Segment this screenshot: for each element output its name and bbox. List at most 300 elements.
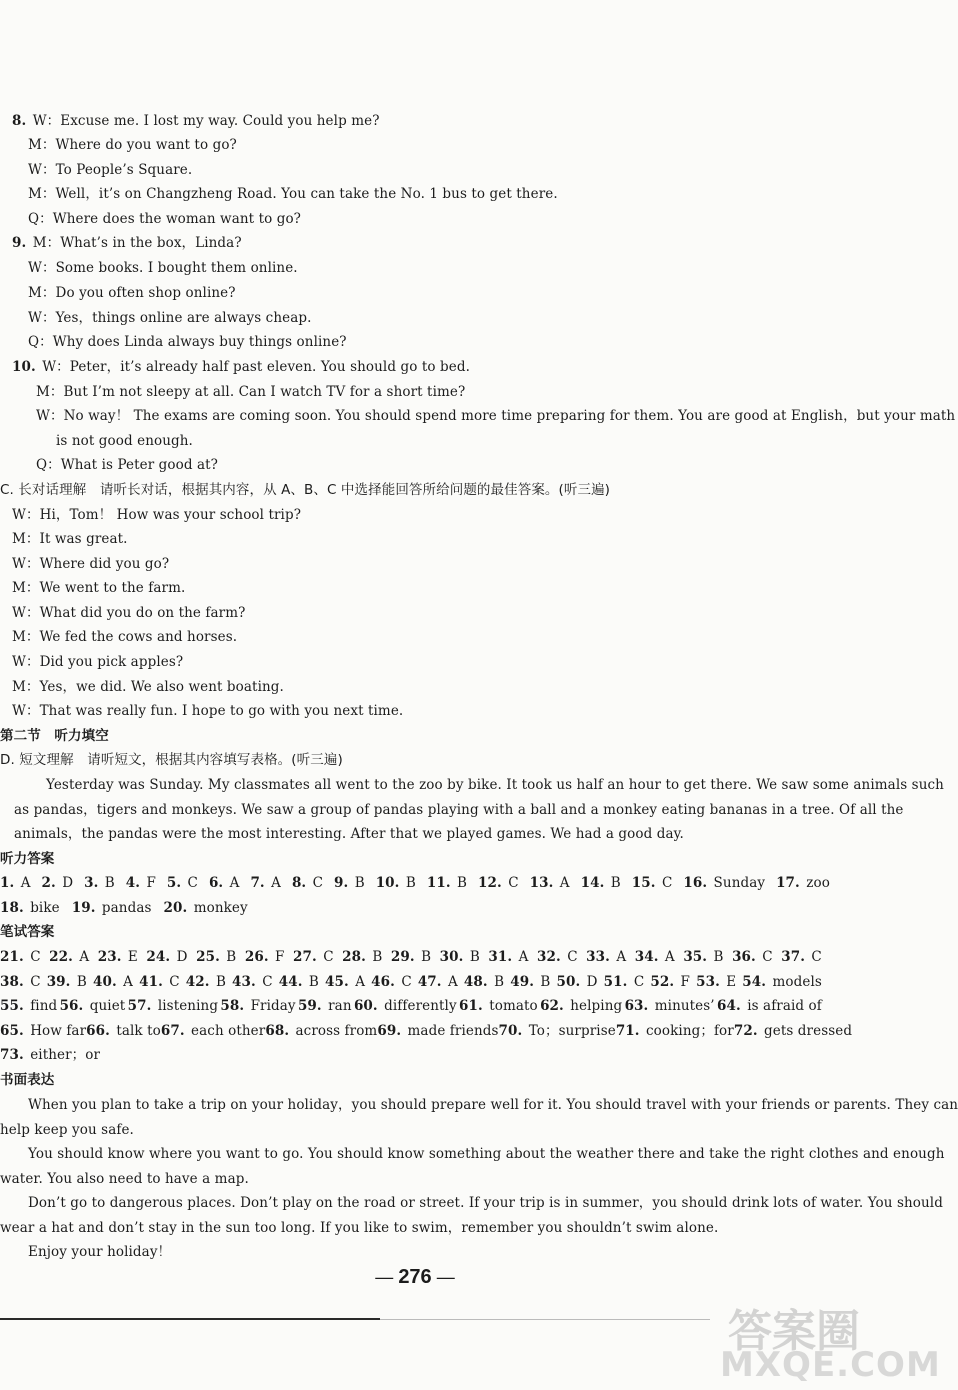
answer-item [86, 1021, 161, 1041]
dialogue-text: M：Do you often shop online? [28, 285, 236, 301]
answer-value: A [514, 949, 529, 965]
answer-number: 65. [0, 1023, 24, 1039]
dialogue-line [28, 209, 301, 229]
answer-value: zoo [801, 875, 830, 891]
essay-text: You should know where you want to go. You should know something about the weather there and take the right clothes and enough [28, 1146, 945, 1162]
answer-item [232, 972, 273, 992]
answer-item [245, 947, 285, 967]
answer-value: How far [25, 1023, 87, 1039]
answer-item [93, 972, 133, 992]
bottom-rule [0, 1318, 380, 1320]
long-dialogue-line [12, 677, 284, 697]
answer-number: 2. [41, 875, 56, 891]
answer-item [683, 947, 723, 967]
section-d-text: D. 短文理解 请听短文，根据其内容填写表格。(听三遍) [0, 752, 343, 768]
answer-value: B [304, 974, 319, 990]
answer-value: C [757, 949, 773, 965]
answer-value: quiet [85, 998, 126, 1014]
answer-number: 57. [127, 998, 152, 1014]
answer-item [499, 1021, 616, 1041]
answer-value: C [629, 974, 645, 990]
written-answers-title [0, 922, 54, 942]
answer-number: 53. [696, 974, 720, 990]
passage-text: as pandas，tigers and monkeys. We saw a group of pandas playing with a ball and a monkey eating bananas in a tree. Of all the [14, 802, 904, 818]
answer-value: D [172, 949, 188, 965]
bottom-rule-faint [380, 1319, 710, 1320]
answer-item [164, 900, 248, 916]
answer-item [478, 873, 519, 893]
answer-item [556, 972, 597, 992]
answer-item [464, 972, 504, 992]
answer-item [616, 1021, 734, 1041]
answer-number: 66. [86, 1023, 110, 1039]
site-watermark [720, 1295, 941, 1390]
long-dialogue-line [12, 701, 403, 721]
dialogue-line [28, 160, 192, 180]
answer-number: 29. [390, 949, 415, 965]
answer-value: B [401, 875, 416, 891]
answer-number: 37. [781, 949, 806, 965]
answer-item [635, 947, 675, 967]
long-dialogue-text: W：Where did you go? [12, 556, 170, 572]
answer-item [42, 873, 74, 893]
answer-number: 20. [163, 900, 188, 916]
answer-number: 16. [683, 875, 708, 891]
long-dialogue-line [12, 652, 183, 672]
answer-number: 21. [0, 949, 24, 965]
answer-item [72, 900, 152, 916]
section-c-text: C. 长对话理解 请听长对话，根据其内容，从 A、B、C 中选择能回答所给问题的最佳答案。(听三遍) [0, 482, 611, 498]
answer-item [0, 1021, 86, 1041]
dialogue-line [36, 382, 465, 402]
answer-value: find [25, 998, 58, 1014]
answer-number: 48. [463, 974, 488, 990]
answer-item [604, 972, 645, 992]
answer-number: 22. [49, 949, 73, 965]
answer-item [49, 947, 89, 967]
answer-value: talk to [111, 1023, 161, 1039]
answer-item [0, 1047, 100, 1063]
answer-number: 63. [624, 998, 649, 1014]
answer-number: 61. [459, 998, 483, 1014]
page-number: — 276 — [375, 1266, 455, 1288]
essay-text: When you plan to take a trip on your holiday，you should prepare well for it. You should travel with your friends or parents. They can [28, 1097, 958, 1113]
answer-value: E [721, 974, 737, 990]
answer-value: C [657, 875, 673, 891]
answer-number: 68. [265, 1023, 290, 1039]
answer-number: 10. [375, 875, 400, 891]
answer-value: B [536, 974, 551, 990]
answer-item [427, 873, 467, 893]
answer-item [391, 947, 431, 967]
answer-number: 36. [732, 949, 756, 965]
answer-item [220, 996, 295, 1016]
answer-value: A [16, 875, 31, 891]
dialogue-line [36, 406, 955, 426]
answer-item [376, 873, 416, 893]
answer-item [581, 873, 621, 893]
answer-value: helping [565, 998, 623, 1014]
long-dialogue-text: W：What did you do on the farm? [12, 605, 246, 621]
passage-text: animals，the pandas were the most interesting. After that we played games. We had a good day. [14, 826, 684, 842]
answer-value: B [350, 875, 365, 891]
answer-number: 28. [342, 949, 366, 965]
answer-number: 33. [586, 949, 610, 965]
long-dialogue-line [12, 505, 301, 525]
written-title-text: 笔试答案 [0, 924, 55, 940]
long-dialogue-text: M：Yes，we did. We also went boating. [12, 679, 284, 695]
answer-value: B [606, 875, 621, 891]
answer-number: 32. [537, 949, 561, 965]
essay-text: help keep you safe. [0, 1122, 134, 1138]
answer-value: D [582, 974, 598, 990]
listening-answer-row [0, 873, 830, 893]
dialogue-text: M：Where do you want to go? [28, 137, 237, 153]
answer-item [354, 996, 457, 1016]
answer-value: B [452, 875, 468, 891]
answer-item [530, 873, 570, 893]
answer-number: 19. [71, 900, 96, 916]
answer-value: differently [379, 998, 457, 1014]
answer-item [167, 873, 198, 893]
answer-item [60, 996, 126, 1016]
dialogue-text: W：To People’s Square. [28, 162, 193, 178]
answer-item [632, 873, 673, 893]
dialogue-line [28, 184, 558, 204]
passage-line [14, 800, 904, 820]
answer-value: C [503, 875, 519, 891]
answer-number: 11. [426, 875, 451, 891]
answer-number: 58. [220, 998, 245, 1014]
answer-number: 64. [717, 998, 741, 1014]
answer-value: across from [291, 1023, 378, 1039]
section-2-title [0, 726, 109, 746]
answer-number: 18. [0, 900, 24, 916]
answer-value: A [611, 949, 627, 965]
answer-value: listening [153, 998, 219, 1014]
answer-value: E [123, 949, 138, 965]
answer-value: B [709, 949, 724, 965]
passage-line [14, 824, 684, 844]
answer-number: 70. [498, 1023, 523, 1039]
written-answer-row [0, 972, 822, 992]
dialogue-line [56, 431, 193, 451]
answer-number: 35. [683, 949, 708, 965]
dialogue-line [36, 455, 218, 475]
answer-item [371, 972, 412, 992]
answer-number: 51. [603, 974, 628, 990]
answer-item [293, 947, 334, 967]
answer-number: 3. [84, 875, 99, 891]
answer-number: 59. [297, 998, 322, 1014]
dialogue-line [12, 357, 470, 377]
question-number: 9. [12, 235, 27, 251]
answer-value: B [72, 974, 87, 990]
long-dialogue-line [12, 603, 245, 623]
answer-number: 47. [417, 974, 442, 990]
answer-number: 4. [125, 875, 141, 891]
answer-value: C [562, 949, 578, 965]
answer-item [540, 996, 622, 1016]
answer-value: F [270, 949, 285, 965]
answer-item [377, 1021, 498, 1041]
answer-value: A [266, 875, 281, 891]
answer-number: 38. [0, 974, 24, 990]
answer-value: minutes’ [650, 998, 715, 1014]
answer-number: 71. [615, 1023, 640, 1039]
essay-line [28, 1242, 171, 1262]
answer-number: 49. [510, 974, 534, 990]
watermark-logo-text: 答案圈 [728, 1306, 860, 1357]
answer-value: F [142, 875, 156, 891]
answer-item [292, 873, 323, 893]
answer-item [250, 873, 281, 893]
answer-number: 73. [0, 1047, 24, 1063]
answer-item [0, 972, 41, 992]
answer-value: D [57, 875, 74, 891]
answer-item [0, 873, 31, 893]
section-2-title-text: 第二节 听力填空 [0, 728, 109, 744]
long-dialogue-text: W：That was really fun. I hope to go with you next time. [12, 703, 404, 719]
answer-item [683, 873, 765, 893]
answer-number: 27. [293, 949, 317, 965]
answer-item [84, 873, 115, 893]
answer-number: 43. [232, 974, 256, 990]
answer-number: 45. [325, 974, 349, 990]
question-number: 8. [12, 113, 27, 129]
answer-number: 24. [146, 949, 171, 965]
writing-title-text: 书面表达 [0, 1072, 55, 1088]
answer-number: 46. [371, 974, 395, 990]
answer-value: B [100, 875, 115, 891]
dialogue-text: W：Excuse me. I lost my way. Could you help me? [28, 113, 380, 129]
long-dialogue-line [12, 529, 128, 549]
written-answer-row [0, 947, 822, 967]
long-dialogue-line [12, 554, 169, 574]
essay-line [28, 1144, 945, 1164]
answer-item [696, 972, 736, 992]
passage-text: Yesterday was Sunday. My classmates all went to the zoo by bike. It took us half an hour to get there. We saw some animals such [46, 777, 944, 793]
long-dialogue-text: W：Did you pick apples? [12, 654, 184, 670]
answer-value: A [555, 875, 570, 891]
answer-item [325, 972, 365, 992]
answer-value: C [25, 974, 41, 990]
answer-value: Friday [246, 998, 296, 1014]
dialogue-text: M：But I’m not sleepy at all. Can I watch TV for a short time? [36, 384, 466, 400]
essay-line [28, 1193, 943, 1213]
dialogue-text: Q：Where does the woman want to go? [28, 211, 302, 227]
answer-value: C [318, 949, 334, 965]
essay-text: Don’t go to dangerous places. Don’t play on the road or street. If your trip is in summer，you should drink lots of water. You should [28, 1195, 943, 1211]
answer-number: 12. [478, 875, 502, 891]
dialogue-line [28, 283, 236, 303]
answer-item [209, 873, 240, 893]
answer-number: 8. [291, 875, 307, 891]
answer-number: 9. [334, 875, 349, 891]
answer-item [128, 996, 218, 1016]
watermark-url: MXQE.COM [720, 1345, 941, 1385]
answer-value: C [257, 974, 273, 990]
answer-value: C [308, 875, 324, 891]
answer-item [0, 947, 41, 967]
listening-answers-title [0, 849, 54, 869]
answer-value: gets dressed [759, 1023, 853, 1039]
dialogue-line [28, 258, 298, 278]
dialogue-text: M：Well，it’s on Changzheng Road. You can take the No. 1 bus to get there. [28, 186, 558, 202]
answer-number: 25. [196, 949, 220, 965]
answer-number: 30. [439, 949, 464, 965]
answer-item [625, 996, 715, 1016]
dialogue-text: Q：What is Peter good at? [36, 457, 219, 473]
answer-value: A [660, 949, 675, 965]
answer-number: 50. [556, 974, 581, 990]
answer-item [342, 947, 382, 967]
answer-item [537, 947, 578, 967]
answer-value: B [367, 949, 383, 965]
answer-number: 13. [529, 875, 554, 891]
answer-item [265, 1021, 377, 1041]
answer-value: B [221, 949, 237, 965]
essay-text: Enjoy your holiday！ [28, 1244, 172, 1260]
answer-value: To；surprise [524, 1023, 616, 1039]
answer-number: 62. [540, 998, 564, 1014]
answer-item [98, 947, 138, 967]
essay-line [0, 1120, 134, 1140]
section-c-instruction [0, 480, 610, 500]
answer-number: 1. [0, 875, 15, 891]
answer-value: monkey [189, 900, 248, 916]
essay-line [28, 1095, 958, 1115]
answer-value: tomato [484, 998, 538, 1014]
essay-text: water. You also need to have a map. [0, 1171, 249, 1187]
answer-item [650, 972, 690, 992]
answer-number: 23. [97, 949, 122, 965]
answer-item [146, 947, 187, 967]
answer-value: pandas [97, 900, 152, 916]
question-number: 10. [12, 359, 36, 375]
dialogue-line [12, 233, 242, 253]
dialogue-line [28, 308, 311, 328]
answer-value: C [25, 949, 41, 965]
answer-number: 69. [377, 1023, 402, 1039]
long-dialogue-text: W：Hi，Tom！ How was your school trip? [12, 507, 302, 523]
answer-number: 6. [208, 875, 224, 891]
answer-value: C [183, 875, 198, 891]
long-dialogue-text: M：We fed the cows and horses. [12, 629, 238, 645]
answer-item [781, 947, 822, 967]
essay-line [0, 1169, 249, 1189]
dialogue-text: W：Yes，things online are always cheap. [28, 310, 312, 326]
answer-value: C [807, 949, 822, 965]
answer-item [717, 996, 822, 1016]
answer-value: A [118, 974, 134, 990]
essay-line [0, 1218, 718, 1238]
answer-item [586, 947, 626, 967]
dialogue-text: W：Peter，it’s already half past eleven. You should go to bed. [37, 359, 470, 375]
answer-value: models [768, 974, 822, 990]
answer-item [418, 972, 458, 992]
answer-number: 34. [634, 949, 659, 965]
answer-item [732, 947, 773, 967]
answer-number: 60. [353, 998, 378, 1014]
dialogue-line [28, 332, 347, 352]
answer-number: 42. [185, 974, 210, 990]
dialogue-text: M：What’s in the box，Linda? [28, 235, 242, 251]
answer-item [440, 947, 480, 967]
answer-value: B [465, 949, 480, 965]
answer-number: 26. [244, 949, 269, 965]
answer-item [0, 900, 60, 916]
long-dialogue-text: M：We went to the farm. [12, 580, 186, 596]
essay-text: wear a hat and don’t stay in the sun too long. If you like to swim，remember you shouldn’t swim alone. [0, 1220, 719, 1236]
passage-line [46, 775, 944, 795]
answer-value: B [489, 974, 505, 990]
answer-number: 56. [59, 998, 84, 1014]
answer-item [126, 873, 156, 893]
listening-answer-row [0, 898, 830, 918]
answer-value: each other [186, 1023, 266, 1039]
section-d-instruction [0, 750, 343, 770]
answer-value: F [676, 974, 691, 990]
answer-item [510, 972, 550, 992]
answer-item [0, 996, 57, 1016]
answer-value: ran [323, 998, 352, 1014]
answer-item [742, 972, 822, 992]
answer-item [334, 873, 365, 893]
answer-value: Sunday [709, 875, 766, 891]
answer-item [776, 873, 830, 893]
answer-item [196, 947, 236, 967]
writing-title [0, 1070, 54, 1090]
answer-value: made friends [403, 1023, 499, 1039]
answer-item [459, 996, 538, 1016]
answer-value: A [443, 974, 458, 990]
answer-value: B [211, 974, 226, 990]
answer-item [734, 1021, 852, 1041]
dialogue-text: is not good enough. [56, 433, 193, 449]
answer-number: 44. [278, 974, 303, 990]
answer-value: either；or [25, 1047, 101, 1063]
answer-item [279, 972, 319, 992]
answer-value: A [350, 974, 366, 990]
answer-value: is afraid of [742, 998, 822, 1014]
answer-item [298, 996, 352, 1016]
answer-number: 55. [0, 998, 24, 1014]
answer-item [139, 972, 180, 992]
long-dialogue-line [12, 578, 185, 598]
dialogue-text: W：Some books. I bought them online. [28, 260, 298, 276]
dialogue-text: Q：Why does Linda always buy things online? [28, 334, 347, 350]
answer-number: 5. [166, 875, 182, 891]
dialogue-line [28, 135, 237, 155]
written-answer-row [0, 1021, 853, 1041]
answer-number: 14. [580, 875, 605, 891]
answer-number: 31. [488, 949, 513, 965]
answer-value: B [416, 949, 432, 965]
answer-number: 52. [650, 974, 675, 990]
answer-number: 15. [631, 875, 656, 891]
answer-item [161, 1021, 265, 1041]
answer-number: 39. [46, 974, 71, 990]
answer-number: 7. [250, 875, 265, 891]
answer-number: 40. [92, 974, 117, 990]
answer-item [47, 972, 87, 992]
long-dialogue-line [12, 627, 237, 647]
answer-number: 17. [776, 875, 800, 891]
answer-item [488, 947, 528, 967]
answer-number: 54. [742, 974, 767, 990]
answer-value: C [164, 974, 180, 990]
